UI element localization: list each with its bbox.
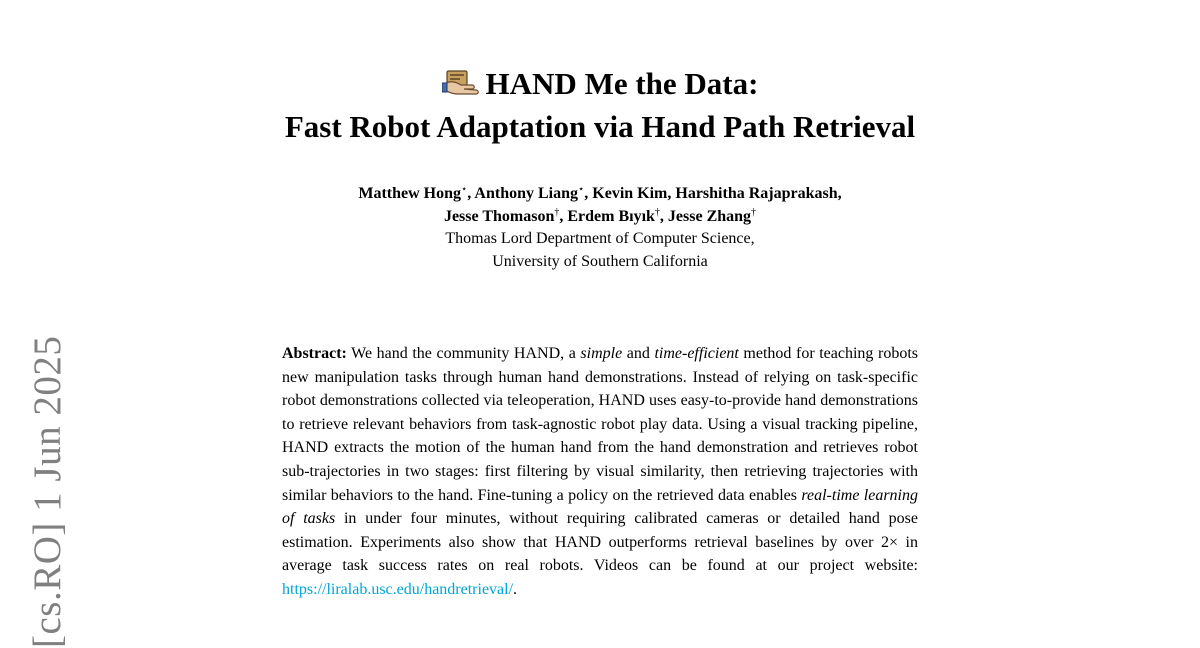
author-name: Jesse Thomason	[443, 207, 555, 225]
abstract-emphasis: real-time learning of tasks	[282, 486, 919, 528]
abstract-emphasis: simple	[580, 345, 623, 362]
abstract-text: .	[513, 580, 518, 598]
hand-data-icon	[442, 68, 480, 107]
author-line-2: Jesse Thomason†, Erdem Bıyık†, Jesse Zhang†	[443, 206, 757, 225]
author-affiliation-mark: ⋆	[578, 184, 585, 195]
author-name: Anthony Liang	[474, 185, 578, 202]
author-affiliation-mark: †	[751, 206, 757, 218]
project-website-link[interactable]: https://liralab.usc.edu/handretrieval/	[282, 580, 514, 598]
abstract-emphasis: time-efficient	[654, 345, 739, 362]
author-block	[0, 183, 1200, 273]
title-block	[0, 64, 1200, 146]
paper-title-text-1: HAND Me the Data:	[485, 66, 759, 101]
abstract-text: We hand the community HAND, a	[346, 345, 581, 362]
author-name: Matthew Hong	[358, 185, 462, 202]
paper-title-line-2: Fast Robot Adaptation via Hand Path Retrieval	[284, 109, 916, 144]
author-affiliation-mark: †	[654, 206, 660, 218]
abstract	[282, 342, 918, 602]
arxiv-stamp: [cs.RO] 1 Jun 2025	[26, 335, 69, 648]
paper-title-line-1	[0, 64, 1200, 107]
author-line-1: Matthew Hong⋆, Anthony Liang⋆, Kevin Kim, Harshitha Rajaprakash,	[358, 184, 842, 202]
abstract-text: in under four minutes, without requiring calibrated cameras or detailed hand pose estimation. Experiments also show that HAND outperforms retrieval baselines by over 2× in average task success rates on real robots. Videos can be found at our project website:	[282, 510, 919, 575]
author-name: Kevin Kim	[592, 185, 668, 202]
author-name: Harshitha Rajaprakash	[675, 185, 838, 202]
affiliation-line-2: University of Southern California	[492, 252, 708, 270]
author-affiliation-mark: ⋆	[461, 184, 468, 195]
abstract-text: and	[622, 345, 655, 362]
author-name: Erdem Bıyık	[567, 207, 655, 225]
abstract-text: method for teaching robots new manipulation tasks through human hand demonstrations. Instead of relying on task-specific robot demonstrations collected via teleoperation, HAND uses easy-to-provide hand demonstrations to retrieve relevant behaviors from task-agnostic robot play data. Using a visual tracking pipeline, HAND extracts the motion of the human hand from the hand demonstration and retrieves robot sub-trajectories in two stages: first filtering by visual similarity, then retrieving trajectories with similar behaviors to the hand. Fine-tuning a policy on the retrieved data enables	[282, 345, 919, 504]
abstract-label: Abstract:	[282, 345, 347, 362]
affiliation-line-1: Thomas Lord Department of Computer Science,	[445, 230, 755, 247]
author-name: Jesse Zhang	[667, 207, 752, 225]
author-affiliation-mark: †	[554, 206, 560, 218]
